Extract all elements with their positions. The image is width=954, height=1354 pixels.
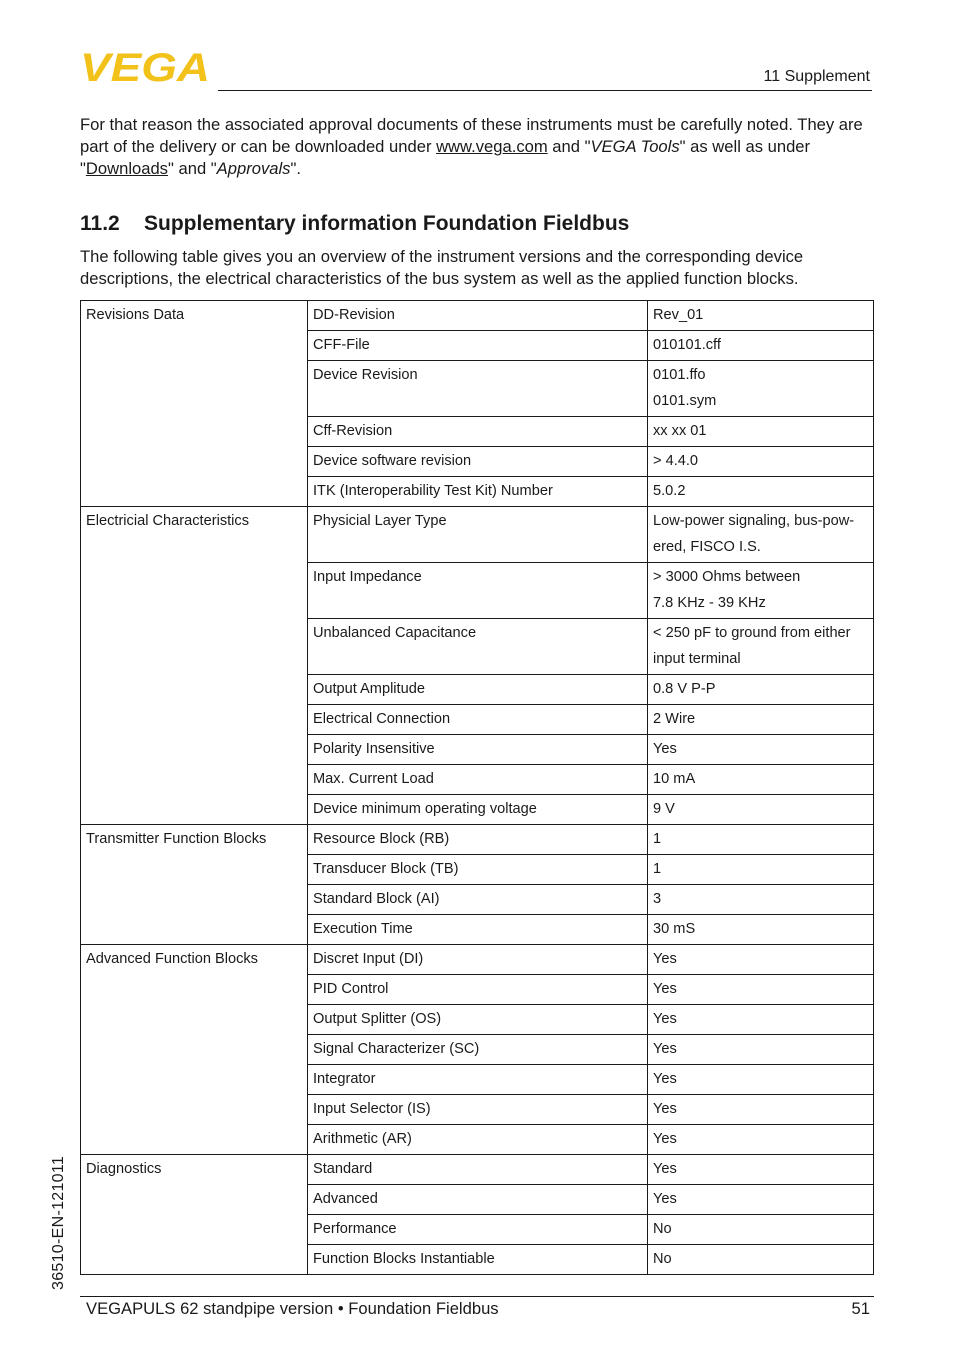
parameter-cell: Arithmetic (AR) [308,1125,648,1155]
intro-paragraph: For that reason the associated approval documents of these instruments must be carefully noted. They are part of the delivery or can be downloaded under www.vega.com and "VEGA Tools" as well as under "Downloads" and "Approvals". [80,115,863,178]
footer-divider [80,1296,874,1297]
table-row [81,825,874,855]
value-cell [648,1125,874,1155]
vega-logo [80,50,212,84]
parameter-cell: Execution Time [308,915,648,945]
parameter-cell: Device minimum operating voltage [308,795,648,825]
section-number: 11.2 [80,212,120,235]
value-cell [648,705,874,735]
parameter-cell: Device Revision [308,361,648,417]
parameter-cell: Performance [308,1215,648,1245]
value-cell [648,361,874,417]
section-heading [80,212,629,236]
value-line: < 250 pF to ground from either [653,625,851,641]
value-line: Yes [653,1041,677,1057]
value-line: 0101.ffo [653,367,706,383]
value-cell [648,1095,874,1125]
logo-wordmark: VEGA [80,50,210,84]
table-row [81,945,874,975]
value-line: 3 [653,891,662,907]
value-line: > 4.4.0 [653,453,699,469]
parameter-cell: Standard [308,1155,648,1185]
parameter-cell: ITK (Interoperability Test Kit) Number [308,477,648,507]
parameter-cell: Input Impedance [308,563,648,619]
parameter-cell: Polarity Insensitive [308,735,648,765]
value-line: 10 mA [653,771,696,787]
group-name-cell: Revisions Data [81,301,308,507]
value-line: 0101.sym [653,393,717,409]
parameter-cell: CFF-File [308,331,648,361]
value-cell [648,1185,874,1215]
parameter-cell: Integrator [308,1065,648,1095]
value-cell [648,1005,874,1035]
table-row [81,1155,874,1185]
value-cell [648,619,874,675]
value-line: Yes [653,1101,677,1117]
value-line: 5.0.2 [653,483,686,499]
vega-website-link[interactable]: www.vega.com [436,137,548,156]
value-cell [648,825,874,855]
value-line: input terminal [653,651,741,667]
value-line: 0.8 V P-P [653,681,716,697]
fieldbus-spec-table [80,300,874,1275]
parameter-cell: Function Blocks Instantiable [308,1245,648,1275]
table-row [81,507,874,563]
value-line: 1 [653,831,662,847]
footer-title: VEGAPULS 62 standpipe version • Foundation Fieldbus [86,1299,499,1318]
parameter-cell: PID Control [308,975,648,1005]
group-name-cell: Electricial Characteristics [81,507,308,825]
value-line: 9 V [653,801,675,817]
parameter-cell: Physicial Layer Type [308,507,648,563]
value-cell [648,1155,874,1185]
value-line: Yes [653,1071,677,1087]
parameter-cell: Max. Current Load [308,765,648,795]
value-line: Yes [653,1191,677,1207]
value-cell [648,765,874,795]
section-description: The following table gives you an overview of the instrument versions and the corresponding device descriptions, the electrical characteristics of the bus system as well as the applied function blocks. [80,247,804,288]
value-line: Yes [653,1131,677,1147]
value-line: Yes [653,981,677,997]
document-code: 36510-EN-121011 [50,1155,67,1290]
value-cell [648,507,874,563]
value-cell [648,1065,874,1095]
parameter-cell: Electrical Connection [308,705,648,735]
table-row [81,301,874,331]
value-cell [648,1035,874,1065]
value-cell [648,563,874,619]
value-cell [648,447,874,477]
value-cell [648,1215,874,1245]
value-cell [648,417,874,447]
parameter-cell: Transducer Block (TB) [308,855,648,885]
value-line: No [653,1251,672,1267]
group-name-cell: Diagnostics [81,1155,308,1275]
value-cell [648,477,874,507]
value-cell [648,915,874,945]
value-line: 2 Wire [653,711,696,727]
value-cell [648,331,874,361]
value-cell [648,885,874,915]
parameter-cell: Discret Input (DI) [308,945,648,975]
value-line: xx xx 01 [653,423,707,439]
group-name-cell: Advanced Function Blocks [81,945,308,1155]
parameter-cell: Unbalanced Capacitance [308,619,648,675]
value-line: Rev_01 [653,307,704,323]
page-number: 51 [851,1299,870,1318]
value-line: 7.8 KHz - 39 KHz [653,595,766,611]
parameter-cell: Output Amplitude [308,675,648,705]
parameter-cell: Cff-Revision [308,417,648,447]
value-line: Yes [653,1011,677,1027]
value-line: Yes [653,951,677,967]
value-line: 010101.cff [653,337,721,353]
downloads-link[interactable]: Downloads [85,159,168,178]
value-line: Yes [653,1161,677,1177]
value-cell [648,675,874,705]
section-title: Supplementary information Foundation Fieldbus [144,212,630,235]
value-line: Low-power signaling, bus-pow- [653,513,855,529]
value-line: 1 [653,861,662,877]
parameter-cell: Resource Block (RB) [308,825,648,855]
parameter-cell: DD-Revision [308,301,648,331]
value-cell [648,795,874,825]
value-cell [648,975,874,1005]
parameter-cell: Input Selector (IS) [308,1095,648,1125]
parameter-cell: Standard Block (AI) [308,885,648,915]
group-name-cell: Transmitter Function Blocks [81,825,308,945]
value-line: ered, FISCO I.S. [653,539,761,555]
value-cell [648,735,874,765]
value-line: No [653,1221,672,1237]
parameter-cell: Signal Characterizer (SC) [308,1035,648,1065]
parameter-cell: Device software revision [308,447,648,477]
value-cell [648,855,874,885]
value-cell [648,301,874,331]
value-cell [648,1245,874,1275]
header-divider [218,90,872,91]
value-cell [648,945,874,975]
value-line: > 3000 Ohms between [653,569,801,585]
value-line: 30 mS [653,921,696,937]
parameter-cell: Advanced [308,1185,648,1215]
parameter-cell: Output Splitter (OS) [308,1005,648,1035]
value-line: Yes [653,741,677,757]
section-label: 11 Supplement [763,68,870,85]
